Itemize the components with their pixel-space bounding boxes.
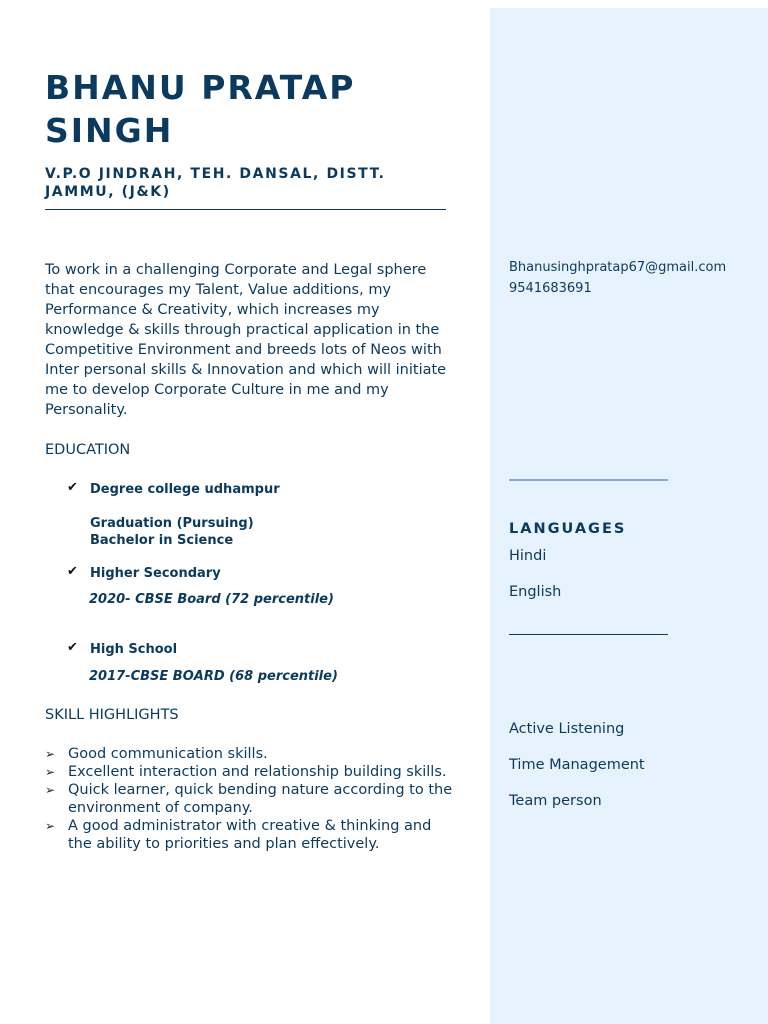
languages-heading: LANGUAGES [509,521,627,537]
skill-text: Good communication skills. [68,746,268,762]
education-item-title: High School [90,642,178,657]
sidebar-divider [509,479,668,481]
checkmark-icon: ✔ [67,640,78,655]
skills-list [45,745,455,853]
checkmark-icon: ✔ [67,480,78,495]
list-item [45,817,455,853]
header-divider [45,209,446,210]
list-item [45,763,455,781]
language-item: English [509,584,562,600]
candidate-name: BHANU PRATAP SINGH [45,68,356,150]
skill-text: A good administrator with creative & thinking and the ability to priorities and plan effectively. [68,818,432,852]
list-item [45,745,455,763]
education-heading: EDUCATION [45,442,131,458]
education-item-detail: 2017-CBSE BOARD (68 percentile) [89,669,338,684]
education-item-title: Higher Secondary [90,566,221,581]
sidebar-panel [490,8,768,1024]
trait-item: Time Management [509,757,645,773]
candidate-address: V.P.O JINDRAH, TEH. DANSAL, DISTT. JAMMU, (J&K) [45,166,386,200]
education-item-detail: Graduation (Pursuing) [90,516,254,531]
arrow-bullet-icon: ➢ [45,747,56,761]
career-objective: To work in a challenging Corporate and Legal sphere that encourages my Talent, Value additions, my Performance & Creativity, which increases my knowledge & skills through practical application in the Competitive Environment and breeds lots of Neos with Inter personal skills & Innovation and which will initiate me to develop Corporate Culture in me and my Personality. [45,262,447,418]
list-item [45,781,455,817]
email-address: Bhanusinghpratap67@gmail.com [509,260,727,275]
phone-number: 9541683691 [509,281,592,296]
sidebar-divider [509,634,668,635]
arrow-bullet-icon: ➢ [45,819,56,833]
arrow-bullet-icon: ➢ [45,765,56,779]
skills-heading: SKILL HIGHLIGHTS [45,707,179,723]
skill-text: Quick learner, quick bending nature according to the environment of company. [68,782,453,816]
language-item: Hindi [509,548,547,564]
checkmark-icon: ✔ [67,564,78,579]
education-item-detail: Bachelor in Science [90,533,234,548]
education-item-detail: 2020- CBSE Board (72 percentile) [89,592,334,607]
trait-item: Active Listening [509,721,625,737]
skill-text: Excellent interaction and relationship building skills. [68,764,447,780]
arrow-bullet-icon: ➢ [45,783,56,797]
trait-item: Team person [509,793,602,809]
education-item-title: Degree college udhampur [90,482,280,497]
